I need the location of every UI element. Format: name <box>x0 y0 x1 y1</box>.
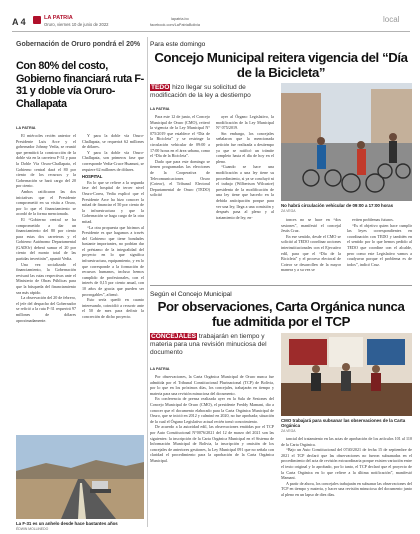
bottom-deck <box>150 333 274 357</box>
road-photo <box>16 435 144 519</box>
top-story <box>150 37 412 287</box>
cyclists-photo <box>281 83 412 201</box>
left-column-2: Y para la doble vía Oruro-Challapata, se requerirá 62 millones de dólares. Y para la doble vía Oruro-Challapata, son primeros fase que corresponde Vedia-Cruce Huanuni, se requiere 62 millones de dólares. HOSPITAL En lo que se refiere a la segunda fase del hospital de tercer nivel Oruro-Corea, Vedia explicó que el Presidente Arce ha hizo conocer la mitad de financiar el 50 por ciento de la infraestructura y que la Gobernación se haga cargo de la otra mitad. “La otra propuesta que hicimos al Presidente es que hagamos a través del Gobierno que tiene bondades bastante importantes, no podrían dar el préstamo de la integralidad del proyecto en lo que significa infraestructura, equipamiento, y en lo que corresponde a la formación de recursos humanos, incluso hemos cumplido de profesionales, con el interés de 0,15 por ciento anual, con 10 años de gracia que pueden ser prorrogables”, afirmó. Esto sería quedó en cuanto interesando, coincidió a recurrir ante el 50 de mes para definir la concreción de dicho proyecto. <box>82 133 144 319</box>
cyclists-credit: ZA VEGA <box>281 209 296 213</box>
bottom-headline: Por observaciones, Carta Orgánica nunca fue admitida por el TCP <box>157 299 405 329</box>
council-caption: CMO trabajará para subsanar las observaciones de la Carta Orgánica <box>281 418 406 428</box>
top-column-2: ayer al Órgano Legislativo, la modificación de la Ley Municipal N° 075/2019. Sin embargo, los concejales señalaron que la mencionada petición fue realizada a destiempo ya que se ratificó un trámite completo hasta el día de hoy en el pleno. “Cuando se hace una modificación a una ley tiene su procedimiento, si ya se concluyó ni el trabajo (Wilbertson Wilcastre) presidenta de la modificación de una ley tiene que hacerlo en la debida anticipación porque para ver una ley, llega a una comisión y después pasa al pleno y al tratamiento de ley, en- <box>216 114 274 220</box>
bottom-column-2: tancial del tratamiento en las actas de aprobación de los artículos 101 al 110 de la Carta Orgánica. “Bajo un Auto Constitucional del 0740/2021 de fecha 15 de septiembre de 2021 el TCP declaró que las observaciones no fueron subsanadas en el procedimiento del acta de revisión extraordinaria porque existen variación entre el texto original y lo aprobado, por lo tanto, el TCP declaró que el proyecto de la Carta Orgánica en lo que refiere a la última notificación”, manifestó Mamani. A partir de ahora, los concejales trabajarán en subsanar las observaciones del TCP en tiempo y materia, y hacer una revisión minuciosa del documento junto al pleno en un lapso de diez días. <box>281 436 412 497</box>
web-address: lapatria.bo <box>171 17 189 21</box>
bottom-story <box>150 288 412 530</box>
page-header <box>0 0 420 34</box>
subhead-hospital: HOSPITAL <box>82 174 103 180</box>
bottom-deck-a: trabajarán <box>198 333 229 340</box>
left-story <box>16 37 144 529</box>
cyclists-caption: No habrá circulación vehicular de 09:00 a 17:00 horas <box>281 203 394 208</box>
bottom-deck-b: en tiempo y materia para una revisión minuciosa del documento <box>150 333 267 356</box>
road-credit: ÉDWIN MOLLINEDO <box>16 527 49 531</box>
section-name: local <box>383 15 400 24</box>
column-divider <box>147 37 148 527</box>
top-kicker: Para este domingo <box>150 41 206 48</box>
left-kicker: Gobernación de Oruro pondrá el 20% <box>16 41 141 48</box>
left-headline: Con 80% del costo, Gobierno financiará ruta F-31 y doble vía Oruro-Challapata <box>16 60 144 110</box>
top-deck <box>150 84 282 100</box>
dateline: Oruro, viernes 10 de junio de 2022 <box>44 22 109 27</box>
header-rule <box>12 31 410 32</box>
road-caption: La F-31 es un anhelo desde hace bastantes años <box>16 521 118 526</box>
masthead-logo <box>33 16 41 24</box>
council-credit: ZA VEGA <box>281 429 296 433</box>
bottom-column-1: Por observaciones, la Carta Orgánica Municipal de Oruro nunca fue admitida por el Tribunal Constitucional Plurinacional (TCP) de Bolivia, por lo que en los próximos días, los concejales, trabajarán en tiempo y materia para una revisión minuciosa del documento. En conferencia de prensa realizada ayer en la Sala de Sesiones del Concejo Municipal de Oruro (CMO), el presidente Freddy Mamani, dio a conocer que el documento elaborado para la Carta Orgánica Municipal de Oruro, que se inició en 2012 y culminó en 2020, no fue aprobada; situación de la cual el Órgano Legislativo actual recién tomó conocimiento. De acuerdo a la autoridad edil, las observaciones emitidas por el TCP por Auto Constitucional N°0076/2021 del 12 de marzo del 2021 son las siguientes: la inscripción de la Carta Orgánica Municipal en el Sistema de Información Municipal de Bolivia, la inscripción y omisión de los concejales de anteriores gestiones, la Ley Municipal 091 que no señala con claridad el procedimiento para la aprobación de la Carta Orgánica Municipal. <box>150 374 274 463</box>
bottom-byline: LA PATRIA <box>150 367 170 371</box>
story-divider <box>150 285 412 286</box>
page-number: A 4 <box>12 17 26 27</box>
bottom-kicker: Según el Concejo Municipal <box>150 291 232 298</box>
top-column-3: tonces no se hace en “dos sesiones”, manifestó el concejal Jesús Cruz. En ese sentido, desde el CMO se solicitó al TEDO coordinar acciones interinstitucionales con el Ejecutivo edil, para que el “Día de la Bicicleta” y el proceso electoral de Coteor se desarrollen de la mayor manera y a su vez se <box>281 217 341 273</box>
social-address: facebook.com/LaPatriaBolivia <box>150 23 201 27</box>
top-headline: Concejo Municipal reitera vigencia del “Día de la Bicicleta” <box>154 50 408 80</box>
left-column-1: El miércoles recién anterior el Presidente Luis Arce y el gobernador Johnny Vedia, se reunió que permitirá la construcción de la doble vía en la carretera F-31 y para la Doble Vía Oruro-Challapata, el Gobierno central dará el 80 por ciento de los recursos y la Gobernación se hará cargo del 20 por ciento. Ambos ratificaron las dos iniciativas que el Presidente comprometió en su visita a Oruro, por lo que el financiamiento se acordó de la forma mencionada. El “Gobierno central se ha comprometido a dar un financiamiento del 80 por ciento para estas dos carreteras y el Gobierno Autónomo Departamental (GADOr) deberá sumar el 20 por ciento del monto total de las partidas invertirán”, apuntó Vedia. Una vez socializado el financiamiento, la Gobernación revisará las rutas respectivas ante el Ministerio de Obras Públicas para que la búsqueda del financiamiento sea más rápido. La observación del 20 de febrero, el jefe del despacho del Gobernador se refirió a la ruta F-31 requerirá 97 millones de dólares aproximadamente. <box>16 133 76 323</box>
council-photo <box>281 333 412 416</box>
top-deck-text: hizo llegar su solicitud de modificación de la ley a destiempo <box>150 84 251 99</box>
top-column-1: Para este 12 de junio, el Concejo Municipal de Oruro (CMO), reiteró la vigencia de la Ley Municipal N° 075/2019 que establece el “Día de la Bicicleta” y se restringe la circulación vehicular de 09:00 a 17:00 horas en el área urbana, como el “Día de la Bicicleta”. Dado que para este domingo se tienen programadas las elecciones de la Cooperativa de Telecomunicaciones Oruro (Coteor), el Tribunal Electoral Departamental de Oruro (TEDO) solicitó <box>150 114 210 198</box>
masthead: LA PATRIA <box>44 15 73 21</box>
bottom-subtag: CONCEJALES <box>151 333 197 340</box>
top-column-4: eviten problemas futuros. “Es el objetivo quien hace cumplir las leyes correspondientes en coordinación con TEDO y también en el sentido por lo que hemos pedido al TEDO que coordine con el alcalde, pero como este Legislativo vamos a coadyuvar porque el problema es de todos”, indicó Cruz. <box>347 217 412 267</box>
left-byline: LA PATRIA <box>16 126 36 130</box>
top-byline: LA PATRIA <box>150 107 170 111</box>
top-subtag: TEDO <box>151 84 170 91</box>
